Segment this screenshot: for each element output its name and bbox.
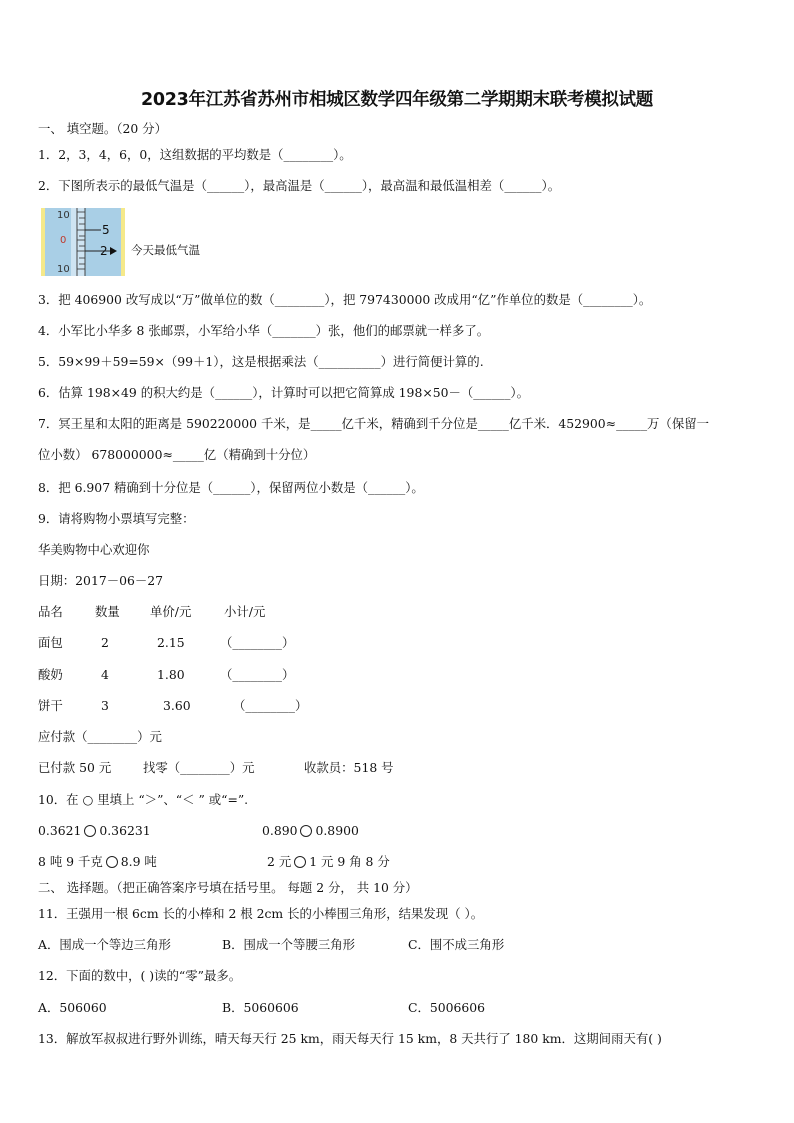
q12-option-c[interactable]: C．5006606: [408, 1000, 486, 1015]
question-5: 5．59×99＋59=59×（99＋1），这是根据乘法（__________）进行简便计算的.: [38, 354, 484, 369]
compare-right: 0.36231: [99, 823, 151, 838]
receipt-header-name: 品名: [38, 604, 63, 619]
receipt-row-subtotal: （________）: [220, 635, 295, 650]
thermometer-caption: 今天最低气温: [131, 243, 200, 257]
compare-right: 0.8900: [315, 823, 359, 838]
question-12: 12．下面的数中，( )读的“零”最多。: [38, 968, 242, 983]
compare-item-3: [38, 854, 157, 870]
thermo-tick-bottom: 10: [57, 264, 70, 275]
receipt-header-qty: 数量: [95, 604, 120, 619]
page-title: 2023年江苏省苏州市相城区数学四年级第二学期期末联考模拟试题: [141, 90, 653, 110]
compare-circle[interactable]: [106, 856, 118, 868]
q11-option-c[interactable]: C．围不成三角形: [408, 937, 505, 952]
compare-left: 0.3621: [38, 823, 82, 838]
q11-option-b[interactable]: B．围成一个等腰三角形: [222, 937, 356, 952]
question-7-line-2: 位小数） 678000000≈_____亿（精确到十分位）: [38, 447, 316, 462]
question-1: 1．2，3，4，6，0，这组数据的平均数是（________）。: [38, 147, 352, 162]
thermo-tick-top: 10: [57, 210, 70, 221]
receipt-amount-due: 应付款（________）元: [38, 729, 162, 744]
receipt-row-qty: 3: [101, 698, 109, 713]
compare-left: 8 吨 9 千克: [38, 854, 103, 869]
question-6: 6．估算 198×49 的积大约是（______），计算时可以把它简算成 198×50－（______）。: [38, 385, 530, 400]
receipt-row-price: 1.80: [157, 667, 185, 682]
receipt-header-price: 单价/元: [150, 604, 192, 619]
receipt-row-price: 3.60: [163, 698, 191, 713]
question-3: 3．把 406900 改写成以“万”做单位的数（________），把 797430000 改成用“亿”作单位的数是（________）。: [38, 292, 652, 307]
question-4: 4．小军比小华多 8 张邮票，小军给小华（_______）张，他们的邮票就一样多了。: [38, 323, 490, 338]
q12-option-b[interactable]: B．5060606: [222, 1000, 299, 1015]
receipt-row-name: 饼干: [38, 698, 63, 713]
question-8: 8．把 6.907 精确到十分位是（______），保留两位小数是（______）。: [38, 480, 424, 495]
compare-item-2: [262, 823, 359, 839]
receipt-paid: 已付款 50 元: [38, 760, 112, 775]
compare-left: 0.890: [262, 823, 298, 838]
receipt-row-name: 酸奶: [38, 667, 63, 682]
compare-item-4: [267, 854, 390, 870]
compare-right: 8.9 吨: [120, 854, 157, 869]
thermometer-figure: [41, 208, 125, 276]
receipt-header-subtotal: 小计/元: [224, 604, 266, 619]
question-10: 10．在 ○ 里填上 “＞”、“＜ ” 或“=”.: [38, 792, 249, 807]
compare-circle[interactable]: [84, 825, 96, 837]
compare-item-1: [38, 823, 151, 839]
thermo-mark-2: 2: [100, 244, 108, 258]
receipt-row-price: 2.15: [157, 635, 185, 650]
receipt-row-qty: 4: [101, 667, 109, 682]
compare-circle[interactable]: [294, 856, 306, 868]
question-13: 13．解放军叔叔进行野外训练，晴天每天行 25 km，雨天每天行 15 km，8 天共行了 180 km．这期间雨天有( ): [38, 1031, 662, 1046]
thermo-mark-5: 5: [102, 223, 110, 237]
compare-left: 2 元: [267, 854, 292, 869]
compare-right: 1 元 9 角 8 分: [309, 854, 390, 869]
receipt-shop: 华美购物中心欢迎你: [38, 542, 150, 557]
question-2: 2．下图所表示的最低气温是（______），最高温是（______），最高温和最低温相差（______）。: [38, 178, 561, 193]
receipt-row-subtotal: （________）: [220, 667, 295, 682]
receipt-row-subtotal: （________）: [233, 698, 308, 713]
q12-option-a[interactable]: A．506060: [38, 1000, 107, 1015]
thermo-tick-zero: 0: [60, 235, 67, 246]
section-1-heading: 一、 填空题。（20 分）: [38, 121, 167, 136]
q11-option-a[interactable]: A．围成一个等边三角形: [38, 937, 171, 952]
compare-circle[interactable]: [300, 825, 312, 837]
section-2-heading: 二、 选择题。（把正确答案序号填在括号里。 每题 2 分， 共 10 分）: [38, 880, 418, 895]
receipt-date: 日期：2017－06－27: [38, 573, 164, 588]
question-9: 9．请将购物小票填写完整：: [38, 511, 195, 526]
receipt-cashier: 收款员：518 号: [304, 760, 394, 775]
receipt-row-name: 面包: [38, 635, 63, 650]
question-7-line-1: 7．冥王星和太阳的距离是 590220000 千米，是_____亿千米，精确到千分位是_____亿千米．452900≈_____万（保留一: [38, 416, 709, 431]
receipt-row-qty: 2: [101, 635, 109, 650]
question-11: 11．王强用一根 6cm 长的小棒和 2 根 2cm 长的小棒围三角形，结果发现（ ）。: [38, 906, 484, 921]
receipt-change: 找零（________）元: [143, 760, 255, 775]
